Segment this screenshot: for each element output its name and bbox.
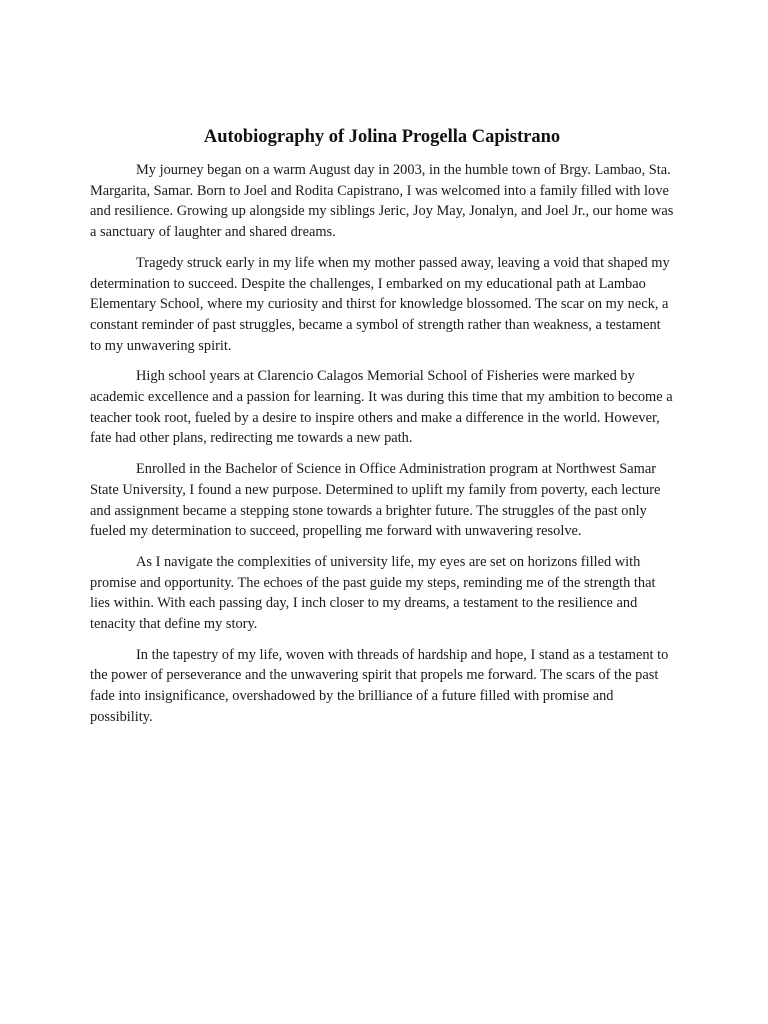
paragraph-university-life: As I navigate the complexities of university life, my eyes are set on horizons filled with promise and opportunity. The echoes of the past guide my steps, reminding me of the strength that lies within. With each passing day, I inch closer to my dreams, a testament to the resilience and tenacity that define my story. bbox=[90, 553, 656, 633]
paragraph-birth: My journey began on a warm August day in 2003, in the humble town of Brgy. Lambao, Sta. Margarita, Samar. Born to Joel and Rodita Capistrano, I was welcomed into a family filled with love and resilience. Growing up alongside my siblings Jeric, Joy May, Jonalyn, and Joel Jr., our home was a sanctuary of laughter and shared dreams. bbox=[90, 162, 674, 241]
paragraph-high-school: High school years at Clarencio Calagos Memorial School of Fisheries were marked by academic excellence and a passion for learning. It was during this time that my ambition to become a teacher took root, fueled by a desire to inspire others and make a difference in the world. However, fate had other plans, redirecting me towards a new path. bbox=[90, 368, 673, 447]
document-title: Autobiography of Jolina Progella Capistrano bbox=[203, 127, 561, 147]
paragraph-university: Enrolled in the Bachelor of Science in Office Administration program at Northwest Samar State University, I found a new purpose. Determined to uplift my family from poverty, each lecture and assignment became a stepping stone towards a brighter future. The struggles of the past only fueled my determination to succeed, propelling me forward with unwavering resolve. bbox=[90, 461, 661, 540]
paragraph-elementary: Tragedy struck early in my life when my mother passed away, leaving a void that shaped my determination to succeed. Despite the challenges, I embarked on my educational path at Lambao Elementary School, where my curiosity and thirst for knowledge blossomed. The scar on my neck, a constant reminder of past struggles, became a symbol of strength rather than weakness, a testament to my unwavering spirit. bbox=[90, 254, 670, 354]
document-body bbox=[90, 124, 674, 738]
paragraph-conclusion: In the tapestry of my life, woven with threads of hardship and hope, I stand as a testament to the power of perseverance and the unwavering spirit that propels me forward. The scars of the past fade into insignificance, overshadowed by the brilliance of a future filled with promise and possibility. bbox=[90, 646, 669, 725]
